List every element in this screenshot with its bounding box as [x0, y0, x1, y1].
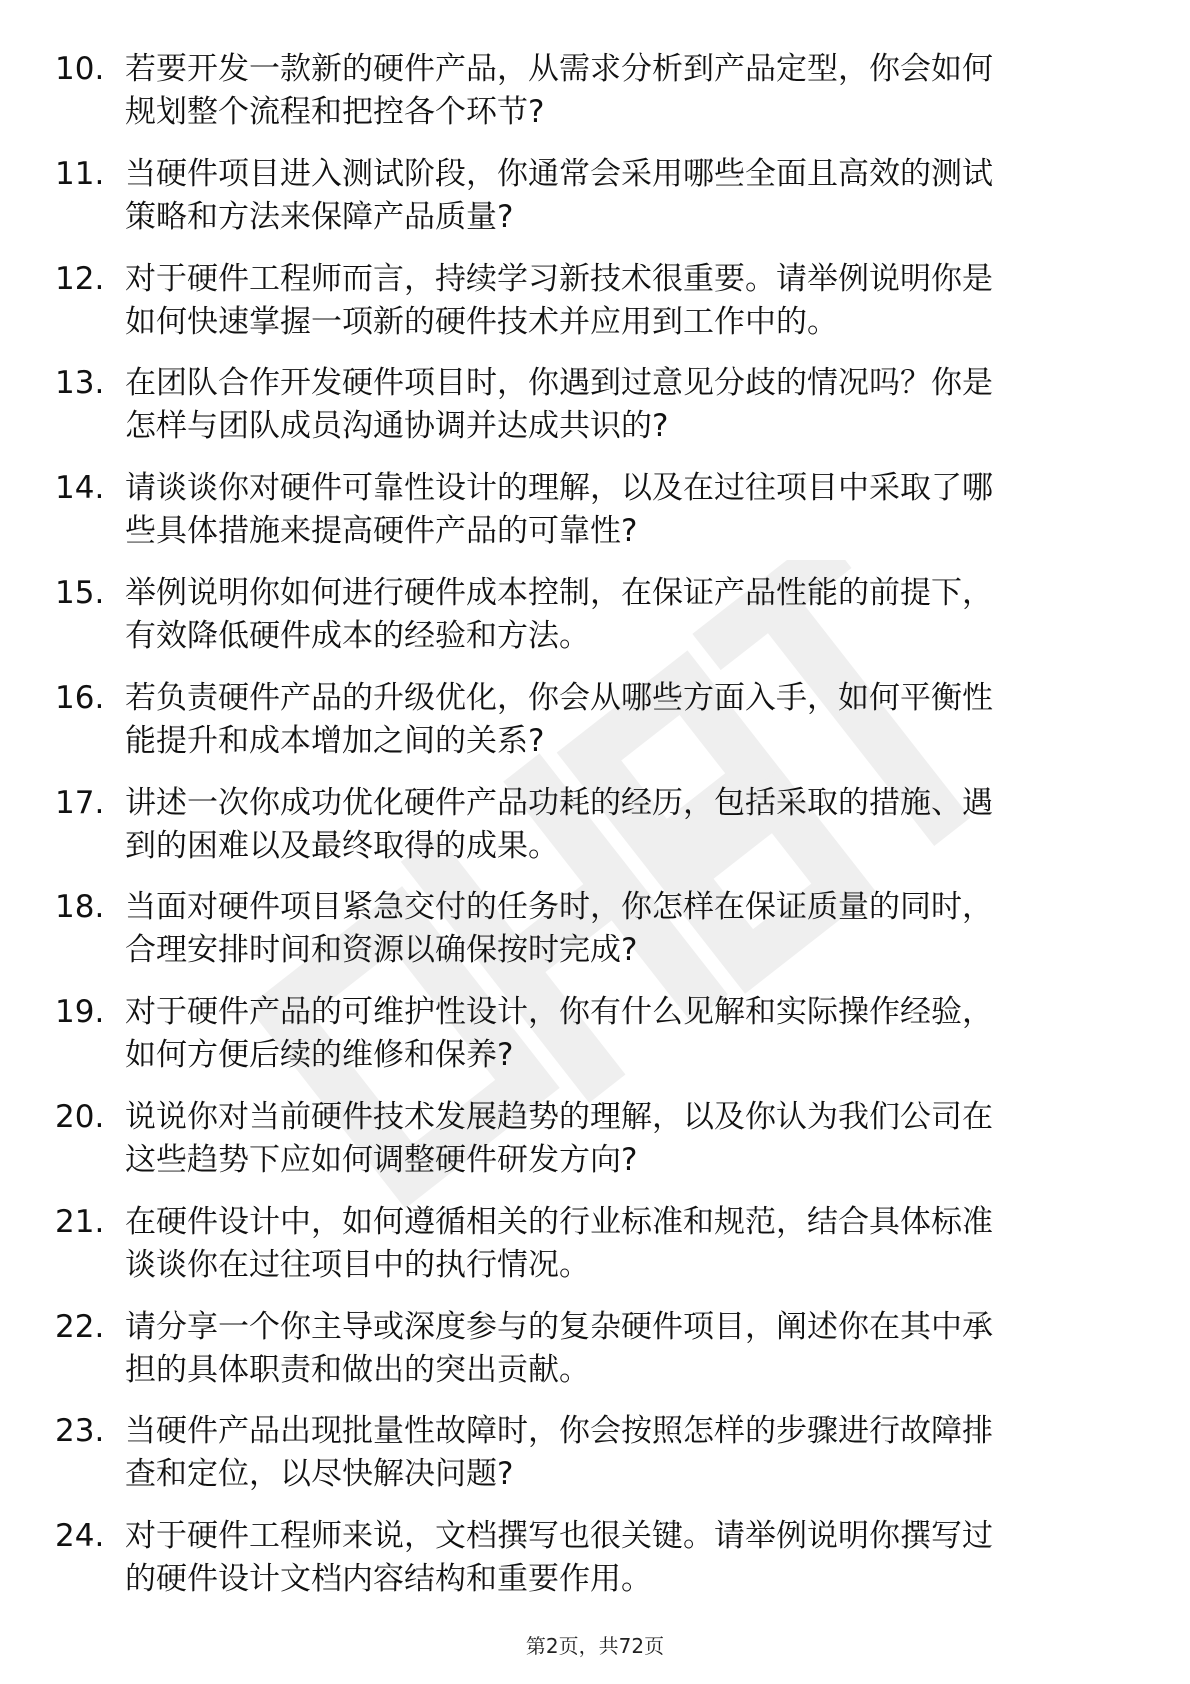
- question-text: 说说你对当前硬件技术发展趋势的理解，以及你认为我们公司在 这些趋势下应如何调整硬件研发方向?: [125, 1098, 993, 1178]
- question-number: 17.: [55, 784, 105, 821]
- question-item-19: [55, 991, 1135, 1096]
- question-text: 若要开发一款新的硬件产品，从需求分析到产品定型，你会如何 规划整个流程和把控各个环节?: [125, 51, 993, 130]
- question-list: [55, 48, 1135, 1620]
- question-text: 对于硬件工程师来说，文档撰写也很关键。请举例说明你撰写过 的硬件设计文档内容结构和重要作用。: [125, 1518, 993, 1598]
- question-number: 18.: [55, 889, 105, 926]
- question-item-15: [55, 572, 1135, 677]
- question-number: 15.: [55, 574, 105, 611]
- question-item-14: [55, 467, 1135, 572]
- page-footer: [0, 1634, 1190, 1658]
- question-text: 在硬件设计中，如何遵循相关的行业标准和规范，结合具体标准 谈谈你在过往项目中的执行情况。: [125, 1203, 993, 1283]
- question-number: 23.: [55, 1413, 105, 1450]
- question-item-20: [55, 1096, 1135, 1201]
- question-number: 21.: [55, 1203, 105, 1240]
- question-item-16: [55, 677, 1135, 782]
- question-text: 对于硬件工程师而言，持续学习新技术很重要。请举例说明你是 如何快速掌握一项新的硬件技术并应用到工作中的。: [125, 260, 993, 340]
- question-text: 当面对硬件项目紧急交付的任务时，你怎样在保证质量的同时， 合理安排时间和资源以确保按时完成?: [125, 889, 993, 969]
- question-item-12: [55, 258, 1135, 363]
- question-text: 请谈谈你对硬件可靠性设计的理解，以及在过往项目中采取了哪 些具体措施来提高硬件产品的可靠性?: [125, 470, 993, 550]
- page-number-label: 第2页，共72页: [525, 1634, 665, 1658]
- question-text: 当硬件产品出现批量性故障时，你会按照怎样的步骤进行故障排 查和定位，以尽快解决问题?: [125, 1413, 993, 1493]
- question-number: 11.: [55, 155, 105, 192]
- question-text: 讲述一次你成功优化硬件产品功耗的经历，包括采取的措施、遇 到的困难以及最终取得的成果。: [125, 784, 993, 864]
- question-item-17: [55, 782, 1135, 887]
- question-item-18: [55, 886, 1135, 991]
- question-text: 当硬件项目进入测试阶段，你通常会采用哪些全面且高效的测试 策略和方法来保障产品质量?: [125, 155, 993, 235]
- question-text: 请分享一个你主导或深度参与的复杂硬件项目，阐述你在其中承 担的具体职责和做出的突出贡献。: [125, 1308, 993, 1388]
- question-number: 10.: [55, 51, 105, 87]
- question-item-10: [55, 48, 1135, 153]
- question-number: 19.: [55, 994, 105, 1031]
- question-item-22: [55, 1306, 1135, 1411]
- question-item-13: [55, 362, 1135, 467]
- question-number: 12.: [55, 260, 105, 297]
- question-item-24: [55, 1515, 1135, 1620]
- question-number: 24.: [55, 1518, 105, 1555]
- question-number: 14.: [55, 470, 105, 507]
- question-text: 在团队合作开发硬件项目时，你遇到过意见分歧的情况吗？你是 怎样与团队成员沟通协调并达成共识的?: [125, 365, 993, 445]
- question-number: 22.: [55, 1308, 105, 1345]
- question-item-11: [55, 153, 1135, 258]
- question-number: 13.: [55, 365, 105, 402]
- question-text: 对于硬件产品的可维护性设计，你有什么见解和实际操作经验， 如何方便后续的维修和保养?: [125, 994, 993, 1074]
- question-number: 20.: [55, 1098, 105, 1135]
- question-number: 16.: [55, 679, 105, 716]
- question-text: 举例说明你如何进行硬件成本控制，在保证产品性能的前提下， 有效降低硬件成本的经验和方法。: [125, 574, 993, 654]
- question-item-23: [55, 1410, 1135, 1515]
- question-text: 若负责硬件产品的升级优化，你会从哪些方面入手，如何平衡性 能提升和成本增加之间的关系?: [125, 679, 993, 759]
- question-item-21: [55, 1201, 1135, 1306]
